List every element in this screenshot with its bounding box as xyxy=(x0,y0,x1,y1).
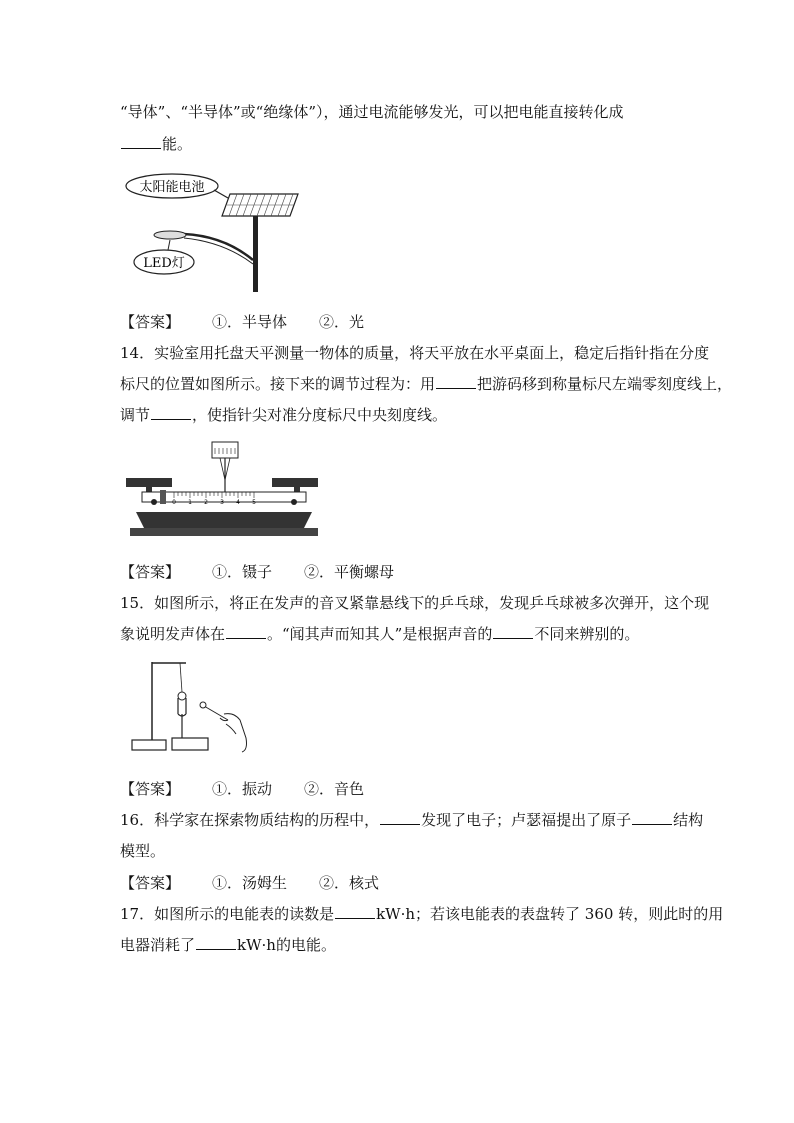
scale-tick-3: 3 xyxy=(220,499,224,506)
q13-line-2 xyxy=(120,134,192,154)
q16-line-1-c: 结构 xyxy=(673,811,704,829)
answer-2: ②．核式 xyxy=(319,874,380,892)
answer-1: ①．半导体 xyxy=(212,313,288,331)
scale-tick-1: 1 xyxy=(188,499,192,506)
q14-line-3-a: 调节 xyxy=(120,406,151,424)
answer-tag: 【答案】 xyxy=(120,313,181,331)
q16-line-1-a: 16．科学家在探索物质结构的历程中， xyxy=(120,811,380,829)
q17-line-2-a: 电器消耗了 xyxy=(120,936,196,954)
q17-blank-2 xyxy=(196,935,236,950)
answer-1: ①．镊子 xyxy=(212,563,273,581)
q14-answer xyxy=(120,562,394,582)
q14-line-2-a: 标尺的位置如图所示。接下来的调节过程为：用 xyxy=(120,375,436,393)
solar-panel-label: 太阳能电池 xyxy=(139,180,205,195)
q15-blank-1 xyxy=(226,624,266,639)
q16-line-1-b: 发现了电子；卢瑟福提出了原子 xyxy=(421,811,632,829)
answer-1: ①．振动 xyxy=(212,780,273,798)
q14-blank-2 xyxy=(151,405,191,420)
q14-line-2-b: 把游码移到称量标尺左端零刻度线上， xyxy=(477,375,733,393)
scale-tick-4: 4 xyxy=(236,499,240,506)
q15-line-2 xyxy=(120,624,639,644)
q15-answer xyxy=(120,779,364,799)
q15-line-2-a: 象说明发声体在 xyxy=(120,625,226,643)
q14-line-3-b: ，使指针尖对准分度标尺中央刻度线。 xyxy=(192,406,448,424)
answer-2: ②．平衡螺母 xyxy=(304,563,395,581)
q16-blank-1 xyxy=(380,810,420,825)
tuning-fork-figure xyxy=(128,658,253,758)
answer-2: ②．音色 xyxy=(304,780,365,798)
q15-line-1: 15．如图所示，将正在发声的音叉紧靠悬线下的乒乓球，发现乒乓球被多次弹开，这个现 xyxy=(120,594,710,612)
balance-figure xyxy=(124,440,324,540)
scale-tick-2: 2 xyxy=(204,499,208,506)
q17-line-2 xyxy=(120,935,336,955)
led-lamp-label: LED灯 xyxy=(143,256,185,271)
q16-line-1 xyxy=(120,810,703,830)
q15-blank-2 xyxy=(493,624,533,639)
q17-line-1-b: kW·h；若该电能表的表盘转了 360 转，则此时的用 xyxy=(376,905,724,923)
q14-line-1: 14．实验室用托盘天平测量一物体的质量，将天平放在水平桌面上，稳定后指针指在分度 xyxy=(120,344,710,362)
answer-1: ①．汤姆生 xyxy=(212,874,288,892)
q17-line-1 xyxy=(120,904,723,924)
q13-answer xyxy=(120,312,364,332)
answer-tag: 【答案】 xyxy=(120,780,181,798)
q13-line-1: “导体”、“半导体”或“绝缘体”），通过电流能够发光，可以把电能直接转化成 xyxy=(120,103,624,121)
solar-lamp-figure xyxy=(124,172,304,294)
scale-tick-5: 5 xyxy=(252,499,256,506)
q13-blank-1 xyxy=(121,134,161,149)
q15-line-2-b: 。“闻其声而知其人”是根据声音的 xyxy=(267,625,493,643)
q17-line-1-a: 17．如图所示的电能表的读数是 xyxy=(120,905,335,923)
answer-tag: 【答案】 xyxy=(120,874,181,892)
q17-line-2-b: kW·h的电能。 xyxy=(237,936,336,954)
q16-line-2: 模型。 xyxy=(120,842,166,860)
q14-line-3 xyxy=(120,405,447,425)
q13-line-2-suffix: 能。 xyxy=(162,135,193,153)
answer-tag: 【答案】 xyxy=(120,563,181,581)
q17-blank-1 xyxy=(335,904,375,919)
q15-line-2-c: 不同来辨别的。 xyxy=(534,625,640,643)
q16-answer xyxy=(120,873,379,893)
answer-2: ②．光 xyxy=(319,313,365,331)
q16-blank-2 xyxy=(632,810,672,825)
q14-line-2 xyxy=(120,374,732,394)
q14-blank-1 xyxy=(436,374,476,389)
scale-tick-0: 0 xyxy=(172,499,176,506)
